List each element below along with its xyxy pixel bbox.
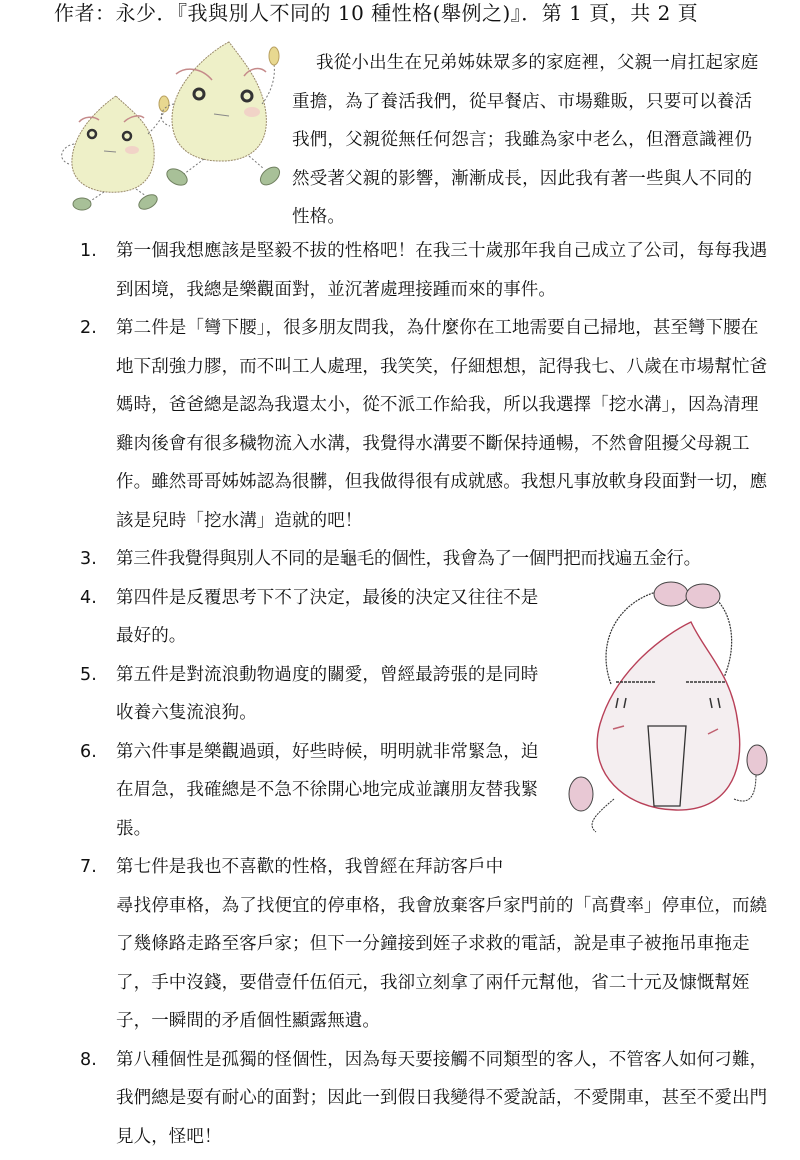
item-text: 第八種個性是孤獨的怪個性，因為每天要接觸不同類型的客人，不管客人如何刁難，我們總是耍有耐心的面對；因此一到假日我變得不愛說話，不愛開車，甚至不愛出門見人，怪吧！ — [116, 1049, 768, 1147]
item-number: 1. — [80, 241, 97, 261]
item-number: 8. — [80, 1049, 97, 1070]
small-character-icon — [62, 96, 169, 212]
intro-section — [292, 44, 768, 237]
item-number: 4. — [80, 587, 97, 608]
item-text: 第三件我覺得與別人不同的是龜毛的個性，我會為了一個門把而找遍五金行。 — [116, 549, 701, 569]
item-number: 7. — [80, 857, 97, 877]
list-item — [80, 309, 780, 540]
pink-character-illustration — [556, 574, 792, 838]
intro-paragraph: 我從小出生在兄弟姊妹眾多的家庭裡，父親一肩扛起家庭重擔，為了養活我們，從早餐店、市場雞販，只要可以養活我們，父親從無任何怨言；我雖為家中老么，但潛意識裡仍然受著父親的影響，漸漸成長，因此我有著一些與人不同的性格。 — [292, 53, 759, 227]
pink-character-icon — [569, 582, 767, 832]
item-number: 3. — [80, 549, 97, 569]
page-header: 作者：永少．『我與別人不同的 10 種性格(舉例之)』．第 1 頁，共 2 頁 — [54, 1, 699, 25]
list-item — [80, 232, 780, 309]
item-text: 尋找停車格，為了找便宜的停車格，我會放棄客戶家門前的「高費率」停車位，而繞了幾條路走路至客戶家；但下一分鐘接到姪子求救的電話，說是車子被拖吊車拖走了，手中沒錢，要借壹仟伍佰元，我卻立刻拿了兩仟元幫他，省二十元及慷慨幫姪子，一瞬間的矛盾個性顯露無遺。 — [116, 895, 768, 1031]
list-item — [80, 848, 780, 1041]
item-number: 6. — [80, 741, 97, 762]
large-character-icon — [161, 42, 283, 189]
list-item — [80, 1041, 780, 1157]
item-text-first-line: 第七件是我也不喜歡的性格，我曾經在拜訪客戶中 — [116, 857, 504, 877]
item-text: 第六件事是樂觀過頭，好些時候，明明就非常緊急，迫在眉急，我確總是不急不徐開心地完成並讓朋友替我緊張。 — [116, 741, 539, 839]
list-item — [80, 540, 780, 579]
item-text: 第五件是對流浪動物過度的關愛，曾經最誇張的是同時收養六隻流浪狗。 — [116, 664, 539, 723]
running-characters-illustration — [44, 34, 284, 214]
item-text: 第四件是反覆思考下不了決定，最後的決定又往往不是最好的。 — [116, 587, 539, 646]
item-text: 第一個我想應該是堅毅不拔的性格吧！在我三十歲那年我自己成立了公司，每每我遇到困境，我總是樂觀面對，並沉著處理接踵而來的事件。 — [116, 241, 768, 300]
item-number: 5. — [80, 664, 97, 685]
item-number: 2. — [80, 318, 97, 338]
item-text: 第二件是「彎下腰」，很多朋友問我，為什麼你在工地需要自己掃地，甚至彎下腰在地下刮強力膠，而不叫工人處理，我笑笑，仔細想想，記得我七、八歲在市場幫忙爸媽時，爸爸總是認為我還太小，從不派工作給我，所以我選擇「挖水溝」，因為清理雞肉後會有很多穢物流入水溝，我覺得水溝要不斷保持通暢，不然會阻擾父母親工作。雖然哥哥姊姊認為很髒，但我做得很有成就感。我想凡事放軟身段面對一切，應該是兒時「挖水溝」造就的吧！ — [116, 318, 768, 531]
